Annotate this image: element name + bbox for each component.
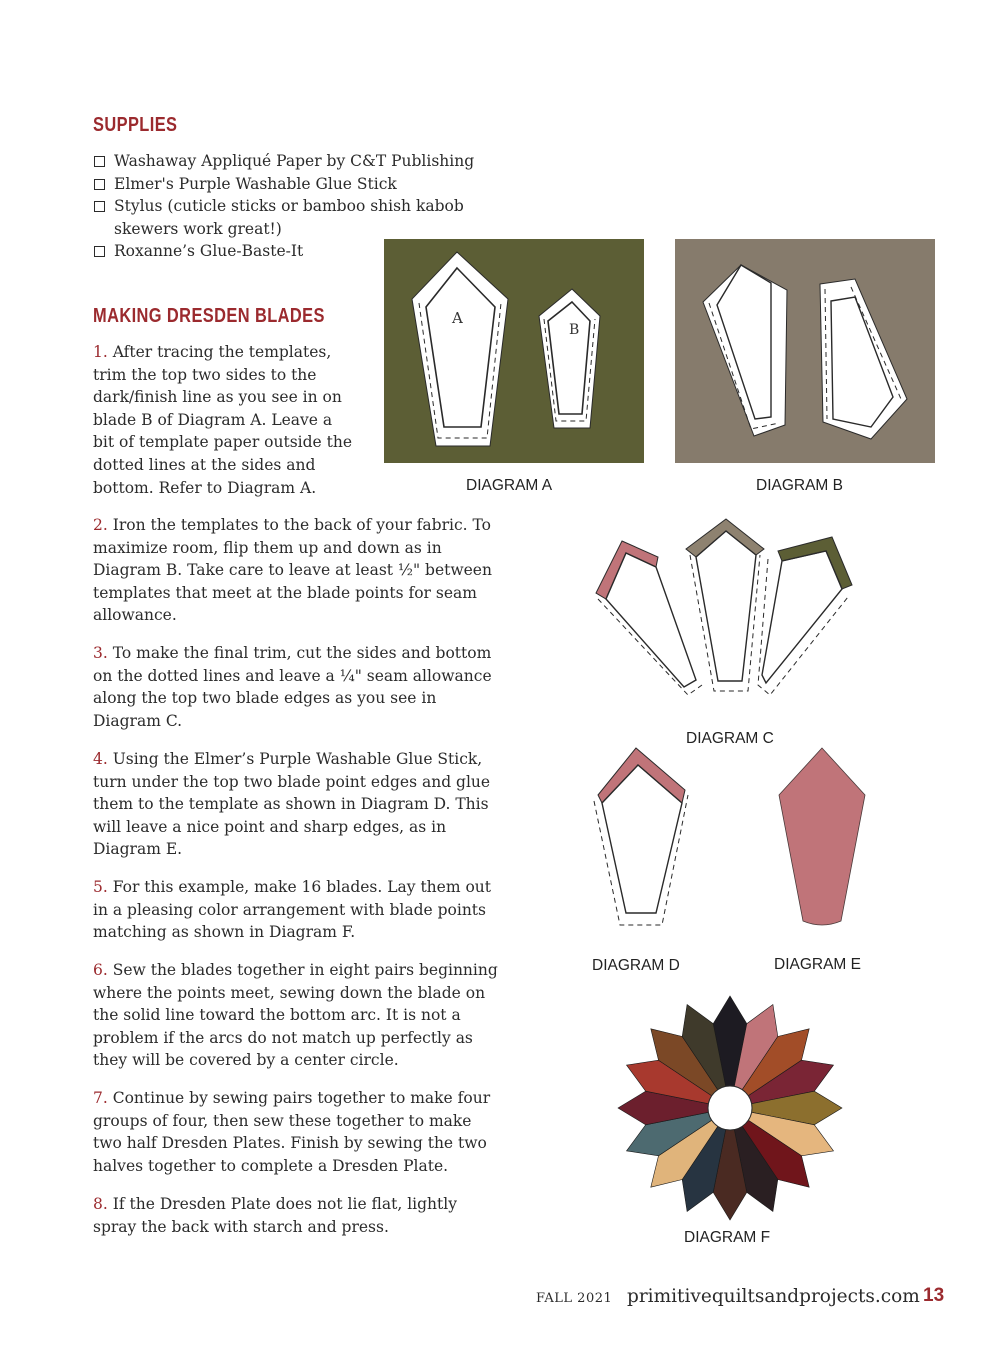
diagram-a-label: DIAGRAM A [466, 477, 553, 494]
step-2: 2. Iron the templates to the back of your fabric. To maximize room, flip them up and down as in Diagram B. Take care to leave at least ½" between templates that meet at the blade points for seam allowance. [93, 516, 492, 625]
diagram-b-label: DIAGRAM B [756, 477, 843, 494]
step-5: 5. For this example, make 16 blades. Lay them out in a pleasing color arrangement with blade points matching as shown in Diagram F. [93, 878, 491, 942]
step-4: 4. Using the Elmer’s Purple Washable Glue Stick, turn under the top two blade point edges and glue them to the template as shown in Diagram D. This will leave a nice point and sharp edges, as in Diagram E. [93, 750, 491, 859]
diagram-e-image [775, 745, 875, 935]
blade-olive [756, 537, 852, 695]
page-number: 13 [923, 1285, 945, 1306]
footer-site: primitivequiltsandprojects.com [627, 1286, 920, 1307]
plate-center [708, 1086, 752, 1130]
checkbox-icon [94, 179, 105, 190]
checkbox-icon [94, 156, 105, 167]
diagram-e-label: DIAGRAM E [774, 956, 861, 973]
checkbox-icon [94, 246, 105, 257]
svg-text:A: A [452, 309, 463, 327]
list-item: Stylus (cuticle sticks or bamboo shish kabob skewers work great!) [93, 195, 484, 240]
step-1: 1. After tracing the templates, trim the top two sides to the dark/finish line as you see in on blade B of Diagram A. Leave a bit of template paper outside the dotted lines at the sides and bottom. Refer to Diagram A. [93, 343, 353, 497]
diagram-a-image [384, 239, 644, 463]
list-item: Elmer's Purple Washable Glue Stick [93, 173, 503, 196]
diagram-d-image [590, 745, 700, 935]
footer-issue: FALL 2021 [536, 1291, 613, 1306]
supplies-heading: SUPPLIES [93, 114, 178, 136]
blade-pink [596, 541, 702, 695]
making-heading: MAKING DRESDEN BLADES [93, 305, 325, 327]
diagram-f-image [610, 995, 850, 1225]
diagram-d-label: DIAGRAM D [592, 957, 680, 974]
checkbox-icon [94, 201, 105, 212]
list-item: Roxanne’s Glue-Baste-It [93, 240, 503, 263]
step-3: 3. To make the final trim, cut the sides and bottom on the dotted lines and leave a ¼" seam allowance along the top two blade edges as you see in Diagram C. [93, 644, 492, 730]
list-item: Washaway Appliqué Paper by C&T Publishing [93, 150, 503, 173]
step-7: 7. Continue by sewing pairs together to make four groups of four, then sew these together to make two half Dresden Plates. Finish by sewing the two halves together to complete a Dresden Plate. [93, 1089, 491, 1175]
diagram-b-background [675, 239, 935, 463]
diagram-f-label: DIAGRAM F [684, 1229, 771, 1246]
blade-taupe [686, 519, 764, 691]
finished-blade [779, 748, 865, 925]
diagram-b-image [675, 239, 935, 463]
diagram-c-image [590, 515, 870, 720]
diagram-c-label: DIAGRAM C [686, 730, 774, 747]
step-6: 6. Sew the blades together in eight pairs beginning where the points meet, sewing down the blade on the solid line toward the bottom arc. It is not a problem if the arcs do not match up perfectly as they will be covered by a center circle. [93, 961, 498, 1070]
step-8: 8. If the Dresden Plate does not lie flat, lightly spray the back with starch and press. [93, 1195, 457, 1236]
svg-text:B: B [569, 322, 580, 338]
